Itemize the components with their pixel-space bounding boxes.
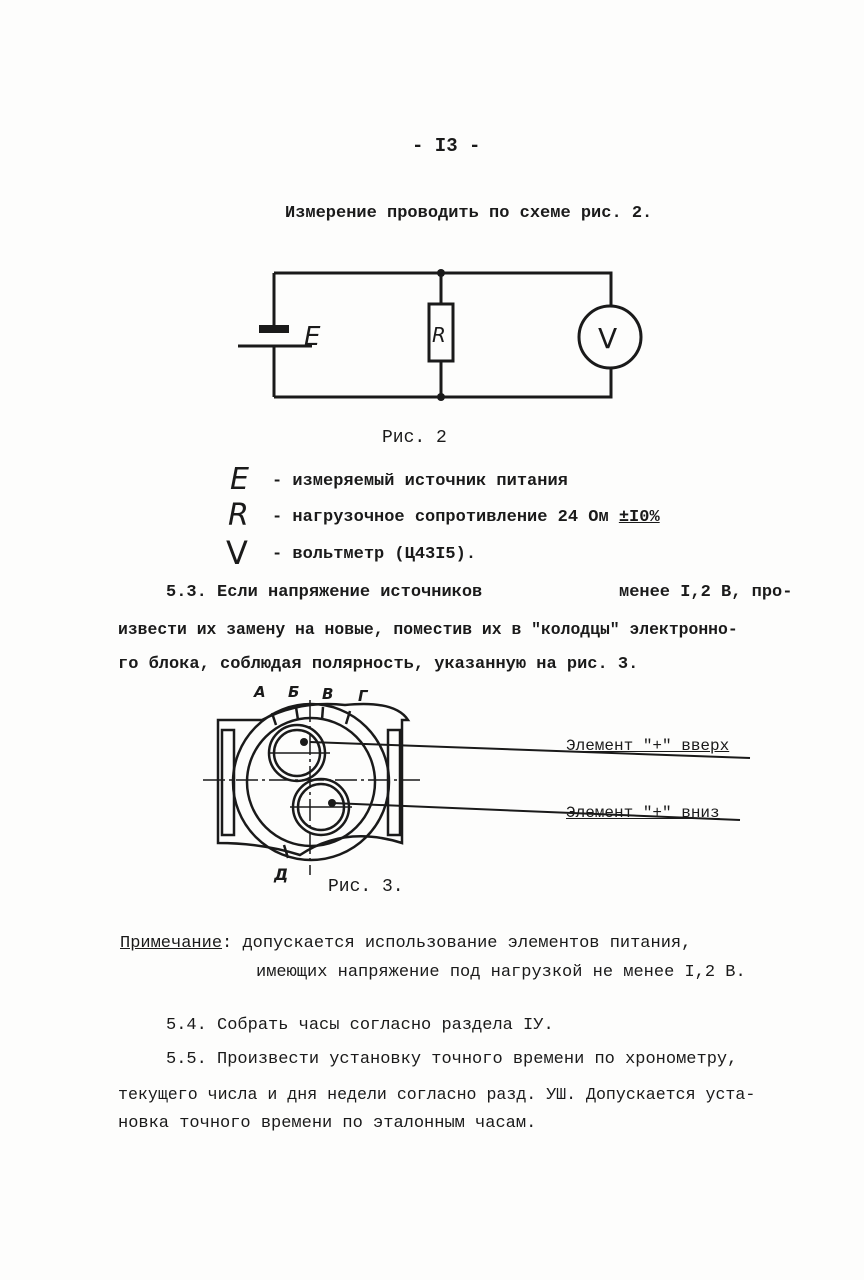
slot-label-g: Г — [358, 687, 368, 705]
slot-label-a: А — [254, 683, 266, 701]
figure-3-watch — [203, 700, 750, 875]
label-element-up: Элемент "+" вверх — [566, 737, 730, 755]
section-5-3-line2: извести их замену на новые, поместив их в "колодцы" электронно- — [118, 620, 738, 639]
junction-bottom — [437, 393, 445, 401]
slot-label-v: В — [322, 685, 334, 703]
note-text-2: имеющих напряжение под нагрузкой не менее I,2 В. — [256, 963, 746, 982]
section-5-3-line1b: менее I,2 В, про- — [619, 583, 793, 602]
legend-symbol-r: R — [228, 498, 249, 533]
marker-down — [328, 799, 336, 807]
figure-2-caption: Рис. 2 — [382, 428, 447, 448]
legend-row-r — [272, 508, 660, 527]
legend-text-e: - измеряемый источник питания — [272, 472, 568, 491]
note-text-1: допускается использование элементов питания, — [242, 934, 692, 953]
intro-text: Измерение проводить по схеме рис. 2. — [285, 204, 653, 223]
label-E: E — [304, 322, 321, 352]
note-line1 — [120, 934, 691, 953]
label-V: V — [598, 322, 618, 355]
section-5-5-line3: новка точного времени по эталонным часам. — [118, 1114, 537, 1133]
label-element-down: Элемент "+" вниз — [566, 804, 720, 822]
section-5-4: 5.4. Собрать часы согласно раздела IУ. — [166, 1016, 554, 1035]
legend-text-v: - вольтметр (Ц43I5). — [272, 545, 477, 564]
marker-up — [300, 738, 308, 746]
section-5-3-line1a: 5.3. Если напряжение источников — [166, 583, 483, 602]
battery-plate-short — [259, 325, 289, 333]
label-R: R — [432, 323, 446, 347]
legend-symbol-e: E — [230, 462, 249, 497]
section-5-3-line3: го блока, соблюдая полярность, указанную на рис. 3. — [118, 655, 639, 674]
page-number: - I3 - — [412, 135, 481, 157]
slot-C — [322, 707, 323, 720]
legend-text-r: - нагрузочное сопротивление 24 Ом — [272, 508, 619, 527]
slot-B — [296, 707, 298, 720]
slot-label-b: Б — [288, 683, 300, 701]
slot-label-d: Д — [274, 865, 289, 884]
section-5-5-line2: текущего числа и дня недели согласно разд. УШ. Допускается уста- — [118, 1085, 756, 1104]
note-title: Примечание — [120, 934, 223, 953]
junction-top — [437, 269, 445, 277]
legend-symbol-v: V — [226, 534, 248, 572]
legend-tolerance: ±I0% — [618, 508, 660, 527]
section-5-5-line1: 5.5. Произвести установку точного времени по хронометру, — [166, 1050, 738, 1069]
figure-3-caption: Рис. 3. — [328, 877, 404, 897]
note-colon: : — [222, 934, 233, 953]
